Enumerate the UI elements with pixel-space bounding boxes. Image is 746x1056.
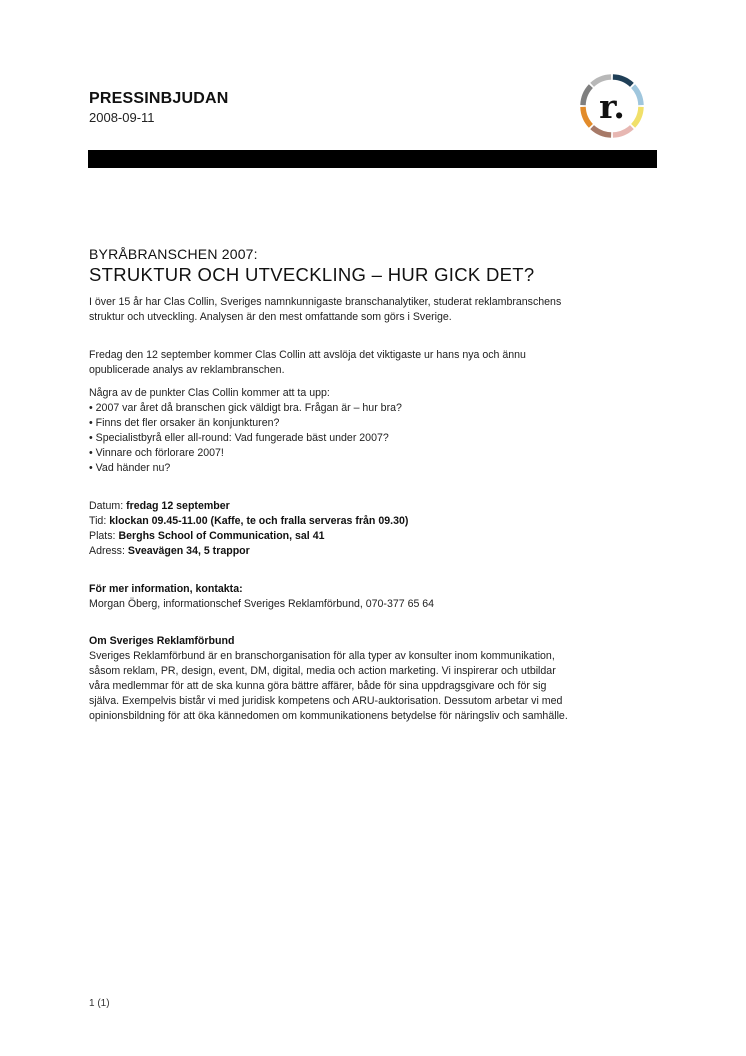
topics-list (89, 401, 569, 476)
plats-line (89, 529, 569, 544)
contact-text: Morgan Öberg, informationschef Sveriges Reklamförbund, 070-377 65 64 (89, 598, 435, 610)
announcement-paragraph: Fredag den 12 september kommer Clas Collin att avslöja det viktigaste ur hans nya och ännu opublicerade analys av reklambranschen. (89, 349, 526, 376)
adress-label: Adress: (89, 545, 125, 557)
page-number: 1 (1) (89, 998, 110, 1009)
contact-section (89, 582, 569, 612)
tid-line (89, 514, 569, 529)
tid-label: Tid: (89, 515, 107, 527)
plats-label: Plats: (89, 530, 116, 542)
datum-line (89, 499, 569, 514)
about-section (89, 634, 569, 724)
tid-value: klockan 09.45-11.00 (Kaffe, te och fralla serveras från 09.30) (109, 515, 409, 527)
reklamforbund-logo (579, 73, 645, 139)
datum-label: Datum: (89, 500, 124, 512)
list-item: • Vinnare och förlorare 2007! (89, 446, 569, 461)
plats-value: Berghs School of Communication, sal 41 (118, 530, 325, 542)
document-title: PRESSINBJUDAN (89, 90, 229, 107)
list-item: • Vad händer nu? (89, 461, 569, 476)
logo-letter: r. (599, 87, 625, 126)
article-kicker: BYRÅBRANSCHEN 2007: (89, 246, 258, 262)
intro-paragraph: I över 15 år har Clas Collin, Sveriges namnkunnigaste branschanalytiker, studerat reklambranschens struktur och utveckling. Analysen är den mest omfattande som görs i Sverige. (89, 296, 562, 323)
list-item: • Finns det fler orsaker än konjunkturen? (89, 416, 569, 431)
about-text: Sveriges Reklamförbund är en branschorganisation för alla typer av konsulter inom kommunikation, såsom reklam, PR, design, event, DM, digital, media och action marketing. Vi inspirerar och utbildar våra medlemmar för att de ska kunna göra bättre affärer, både för sina uppdragsgivare och för sig själva. Exempelvis bistår vi med juridisk kompetens och ARU-auktorisation. Dessutom arbetar vi med opinionsbildning för att öka kännedomen om kommunikationens betydelse för näringsliv och samhälle. (89, 650, 568, 722)
about-heading: Om Sveriges Reklamförbund (89, 635, 235, 647)
adress-value: Sveavägen 34, 5 trappor (127, 545, 250, 557)
header-divider-bar (88, 150, 657, 168)
event-details (89, 499, 569, 559)
article-headline: STRUKTUR OCH UTVECKLING – HUR GICK DET? (89, 264, 535, 285)
list-item: • 2007 var året då branschen gick väldigt bra. Frågan är – hur bra? (89, 401, 569, 416)
list-item: • Specialistbyrå eller all-round: Vad fungerade bäst under 2007? (89, 431, 569, 446)
topics-intro: Några av de punkter Clas Collin kommer att ta upp: (89, 387, 330, 399)
datum-value: fredag 12 september (126, 500, 230, 512)
contact-heading: För mer information, kontakta: (89, 583, 243, 595)
document-date: 2008-09-11 (89, 110, 155, 125)
topics-section (89, 386, 569, 476)
adress-line (89, 544, 569, 559)
